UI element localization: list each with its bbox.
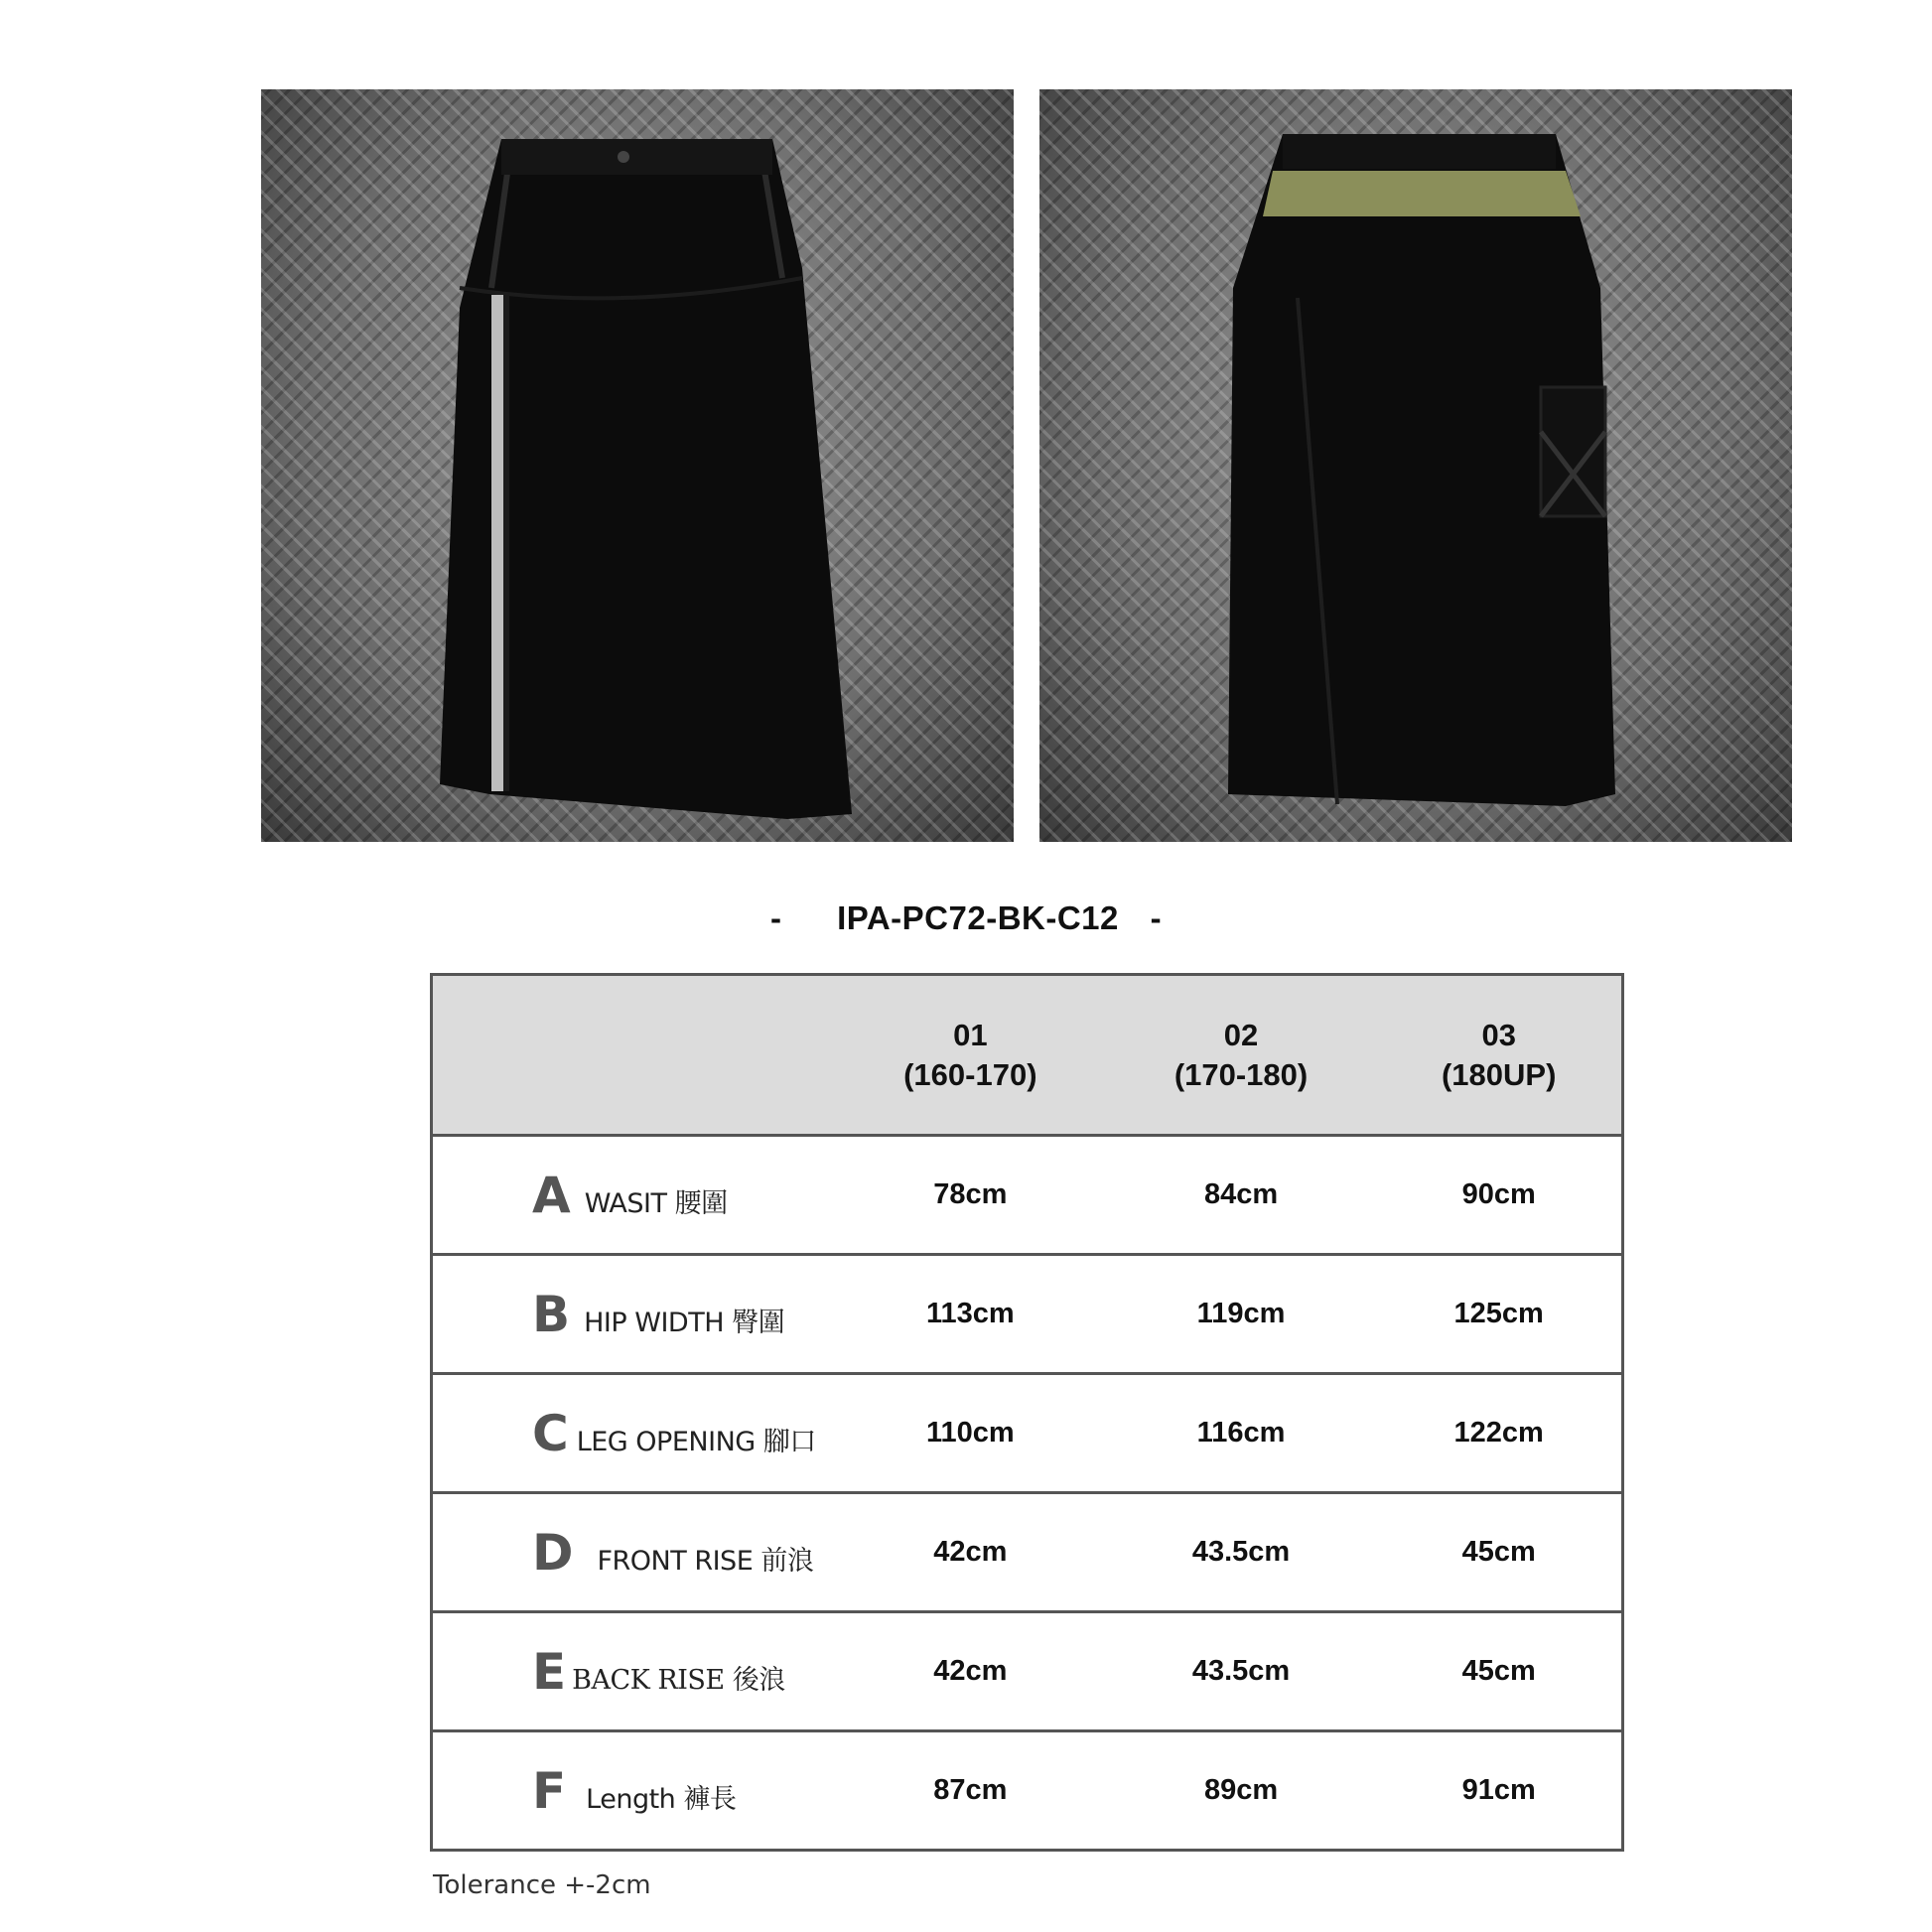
table-cell: 45cm (1376, 1493, 1622, 1612)
row-letter: F (532, 1761, 567, 1820)
size-chart-table (430, 973, 1624, 1852)
table-row (432, 1255, 1623, 1374)
table-cell: 122cm (1376, 1374, 1622, 1493)
tolerance-note: Tolerance +-2cm (433, 1870, 651, 1900)
skirt-front-button (618, 151, 629, 163)
size-range: (160-170) (903, 1056, 1037, 1092)
table-cell: 43.5cm (1106, 1612, 1377, 1731)
size-header-02 (1106, 975, 1377, 1136)
skirt-front-zipper (491, 295, 503, 791)
model-code-dash-left: - (769, 899, 782, 936)
table-row (432, 1612, 1623, 1731)
table-cell: 45cm (1376, 1612, 1622, 1731)
size-header-row (432, 975, 1623, 1136)
row-label (432, 1493, 835, 1612)
row-letter: E (532, 1642, 567, 1701)
size-number: 01 (953, 1017, 988, 1052)
size-header-03 (1376, 975, 1622, 1136)
table-cell: 119cm (1106, 1255, 1377, 1374)
table-cell: 116cm (1106, 1374, 1377, 1493)
row-label (432, 1136, 835, 1255)
skirt-back-photo (1039, 89, 1792, 842)
row-label-text: WASIT 腰圍 (584, 1188, 728, 1219)
table-cell: 84cm (1106, 1136, 1377, 1255)
table-cell: 89cm (1106, 1731, 1377, 1851)
table-cell: 125cm (1376, 1255, 1622, 1374)
model-code (0, 899, 1932, 937)
table-row (432, 1493, 1623, 1612)
row-letter: C (532, 1404, 569, 1462)
table-row (432, 1136, 1623, 1255)
row-label (432, 1612, 835, 1731)
size-range: (180UP) (1441, 1056, 1557, 1092)
size-number: 02 (1223, 1017, 1259, 1052)
row-letter: A (532, 1166, 571, 1224)
table-cell: 42cm (835, 1493, 1106, 1612)
table-cell: 43.5cm (1106, 1493, 1377, 1612)
model-code-dash-right: - (1150, 899, 1163, 936)
size-number: 03 (1481, 1017, 1516, 1052)
row-label (432, 1731, 835, 1851)
table-cell: 87cm (835, 1731, 1106, 1851)
row-letter: D (532, 1523, 574, 1582)
row-label (432, 1374, 835, 1493)
skirt-front-waistband (501, 139, 772, 175)
skirt-front-photo (261, 89, 1014, 842)
table-row (432, 1731, 1623, 1851)
skirt-front-illustration (261, 89, 1014, 842)
table-cell: 91cm (1376, 1731, 1622, 1851)
table-cell: 42cm (835, 1612, 1106, 1731)
size-header-blank (432, 975, 835, 1136)
row-label-text: BACK RISE 後浪 (572, 1665, 785, 1696)
size-range: (170-180) (1173, 1056, 1309, 1092)
table-cell: 90cm (1376, 1136, 1622, 1255)
table-cell: 110cm (835, 1374, 1106, 1493)
skirt-back-waistband (1283, 134, 1556, 169)
model-code-text: IPA-PC72-BK-C12 (837, 899, 1119, 936)
size-header-01 (835, 975, 1106, 1136)
row-letter: B (532, 1285, 571, 1343)
skirt-back-pocket (1541, 387, 1605, 516)
row-label (432, 1255, 835, 1374)
table-cell: 113cm (835, 1255, 1106, 1374)
row-label-text: FRONT RISE 前浪 (597, 1546, 814, 1577)
table-cell: 78cm (835, 1136, 1106, 1255)
row-label-text: Length 褲長 (586, 1784, 737, 1815)
skirt-back-illustration (1039, 89, 1792, 842)
row-label-text: HIP WIDTH 臀圍 (584, 1308, 785, 1338)
skirt-front-zipper-tape (503, 295, 509, 791)
table-row (432, 1374, 1623, 1493)
skirt-back-accent-band (1263, 171, 1581, 216)
row-label-text: LEG OPENING 腳口 (576, 1427, 816, 1457)
